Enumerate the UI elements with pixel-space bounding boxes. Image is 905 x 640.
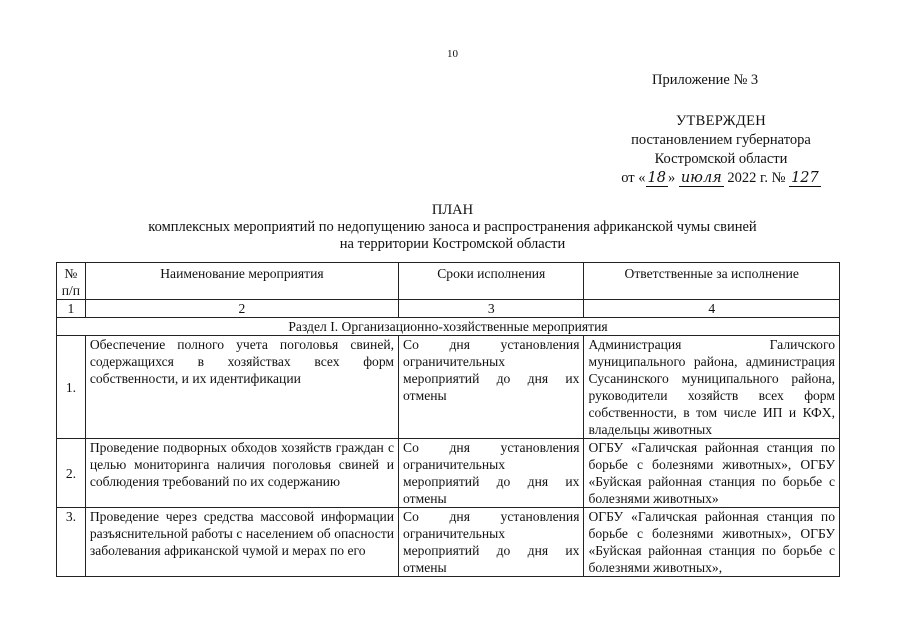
page-number: 10 — [447, 48, 458, 60]
header-name: Наименование мероприятия — [85, 263, 398, 300]
row-responsible: ОГБУ «Галичская районная станция по борьбе с болезнями животных», ОГБУ «Буйская районная станция по борьбе с болезнями животных» — [584, 439, 840, 508]
section-row — [57, 318, 840, 336]
row-term: Со дня установления ограничительных мероприятий до дня их отмены — [403, 509, 580, 575]
approval-title: УТВЕРЖДЕН — [675, 113, 767, 129]
row-responsible-cell — [584, 508, 840, 577]
handwritten-day: 18 — [647, 170, 666, 186]
row-activity-cell — [85, 508, 398, 577]
row-term: Со дня установления ограничительных мероприятий до дня их отмены — [399, 439, 584, 508]
row-term-cell — [399, 508, 584, 577]
header-resp: Ответственные за исполнение — [584, 263, 840, 300]
row-activity: Проведение через средства массовой информации разъяснительной работы с населением об опасности заболевания африканской чумой и мерах по его — [89, 509, 395, 558]
column-index: 4 — [584, 300, 840, 318]
date-prefix: от « — [621, 170, 646, 186]
row-number: 3. — [57, 508, 86, 577]
row-number: 2. — [57, 439, 86, 508]
header-term: Сроки исполнения — [399, 263, 584, 300]
handwritten-month: июля — [680, 170, 722, 186]
row-responsible: ОГБУ «Галичская районная станция по борьбе с болезнями животных», ОГБУ «Буйская районная станция по борьбе с болезнями животных», — [588, 509, 835, 575]
row-number: 1. — [57, 336, 86, 439]
section-title: Раздел I. Организационно-хозяйственные мероприятия — [57, 318, 840, 336]
table-row — [57, 336, 840, 439]
row-responsible: Администрация Галичского муниципального района, администрация Сусанинского муниципального района, руководители хозяйств всех форм собственности, в том числе ИП и КФХ, владельцы животных — [584, 336, 840, 439]
date-year: 2022 г. № — [723, 170, 790, 186]
plan-title: ПЛАН — [431, 202, 474, 218]
approval-line-1: постановлением губернатора — [631, 132, 811, 148]
plan-subtitle-line-2: на территории Костромской области — [339, 236, 566, 252]
handwritten-number: 127 — [791, 170, 819, 186]
approval-block — [590, 112, 852, 188]
approval-line-2: Костромской области — [654, 151, 788, 167]
plan-subtitle-line-1: комплексных мероприятий по недопущению заноса и распространения африканской чумы свиней — [148, 219, 757, 235]
table-row — [57, 439, 840, 508]
row-activity: Обеспечение полного учета поголовья свиней, содержащихся в хозяйствах всех форм собственности, и их идентификации — [85, 336, 398, 439]
column-index: 3 — [399, 300, 584, 318]
table-header-row — [57, 263, 840, 300]
appendix-label: Приложение № 3 — [652, 72, 759, 88]
column-index: 1 — [57, 300, 86, 318]
column-index: 2 — [85, 300, 398, 318]
table-row — [57, 508, 840, 577]
row-term: Со дня установления ограничительных мероприятий до дня их отмены — [399, 336, 584, 439]
approval-date-line — [590, 169, 852, 188]
column-index-row — [57, 300, 840, 318]
row-activity: Проведение подворных обходов хозяйств граждан с целью мониторинга наличия поголовья свиней и соблюдения требований по их содержанию — [85, 439, 398, 508]
plan-header — [0, 202, 905, 253]
header-num: № п/п — [57, 263, 86, 300]
plan-table — [56, 262, 840, 577]
date-separator: » — [667, 170, 679, 186]
